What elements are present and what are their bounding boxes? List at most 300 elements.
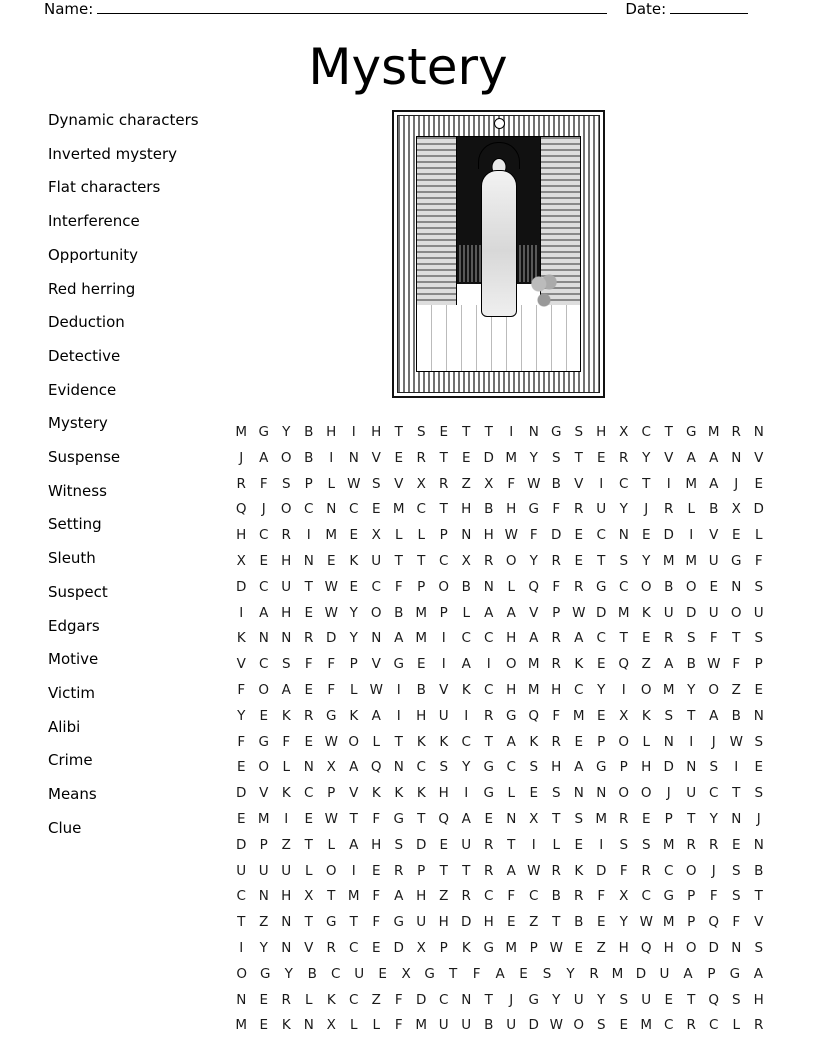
grid-cell[interactable]: T xyxy=(552,810,561,827)
grid-cell[interactable]: R xyxy=(709,836,719,853)
grid-cell[interactable]: E xyxy=(484,810,494,827)
grid-cell[interactable]: T xyxy=(439,449,448,466)
grid-cell[interactable]: I xyxy=(464,785,469,802)
grid-cell[interactable]: M xyxy=(527,656,540,673)
grid-cell[interactable]: L xyxy=(462,604,471,621)
grid-cell[interactable]: C xyxy=(349,991,359,1008)
grid-cell[interactable]: T xyxy=(642,475,651,492)
grid-cell[interactable]: K xyxy=(574,862,584,879)
grid-cell[interactable]: P xyxy=(439,939,448,956)
grid-cell[interactable]: B xyxy=(731,707,741,724)
grid-cell[interactable]: S xyxy=(619,836,629,853)
grid-cell[interactable]: C xyxy=(574,681,584,698)
grid-cell[interactable]: Y xyxy=(709,810,718,827)
grid-cell[interactable]: U xyxy=(641,991,652,1008)
grid-cell[interactable]: N xyxy=(348,449,359,466)
grid-cell[interactable]: E xyxy=(754,681,764,698)
grid-cell[interactable]: O xyxy=(325,862,337,879)
grid-cell[interactable]: A xyxy=(506,862,516,879)
grid-cell[interactable]: H xyxy=(416,888,427,905)
grid-cell[interactable]: H xyxy=(461,501,472,518)
grid-cell[interactable]: C xyxy=(709,1017,719,1034)
grid-cell[interactable]: R xyxy=(304,707,314,724)
grid-cell[interactable]: O xyxy=(505,552,517,569)
grid-cell[interactable]: K xyxy=(461,681,471,698)
grid-cell[interactable]: V xyxy=(664,449,674,466)
grid-cell[interactable]: O xyxy=(258,759,270,776)
grid-cell[interactable]: J xyxy=(261,501,266,518)
grid-cell[interactable]: L xyxy=(417,527,426,544)
grid-cell[interactable]: K xyxy=(349,707,359,724)
grid-cell[interactable]: M xyxy=(235,1017,248,1034)
grid-cell[interactable]: K xyxy=(394,785,404,802)
grid-cell[interactable]: R xyxy=(484,836,494,853)
grid-cell[interactable]: H xyxy=(506,630,517,647)
grid-cell[interactable]: U xyxy=(506,1017,517,1034)
grid-cell[interactable]: G xyxy=(528,501,539,518)
grid-cell[interactable]: F xyxy=(552,707,561,724)
grid-cell[interactable]: R xyxy=(686,836,696,853)
grid-cell[interactable]: G xyxy=(326,914,337,931)
grid-cell[interactable]: A xyxy=(394,630,404,647)
grid-cell[interactable]: E xyxy=(394,449,404,466)
grid-cell[interactable]: E xyxy=(574,733,584,750)
grid-cell[interactable]: Y xyxy=(597,991,606,1008)
grid-cell[interactable]: B xyxy=(551,888,561,905)
grid-cell[interactable]: R xyxy=(236,475,246,492)
grid-cell[interactable]: K xyxy=(416,785,426,802)
grid-cell[interactable]: R xyxy=(664,501,674,518)
grid-cell[interactable]: T xyxy=(304,836,313,853)
grid-cell[interactable]: C xyxy=(641,424,651,440)
grid-cell[interactable]: U xyxy=(281,578,292,595)
grid-cell[interactable]: O xyxy=(640,785,652,802)
grid-cell[interactable]: F xyxy=(237,733,246,750)
grid-cell[interactable]: E xyxy=(506,914,516,931)
grid-cell[interactable]: V xyxy=(709,527,719,544)
grid-cell[interactable]: Q xyxy=(528,707,540,724)
grid-cell[interactable]: Z xyxy=(596,939,606,956)
grid-cell[interactable]: T xyxy=(619,630,628,647)
grid-cell[interactable]: A xyxy=(686,449,696,466)
grid-cell[interactable]: Y xyxy=(529,552,538,569)
grid-cell[interactable]: J xyxy=(734,475,739,492)
grid-cell[interactable]: C xyxy=(461,733,471,750)
grid-cell[interactable]: N xyxy=(371,630,382,647)
grid-cell[interactable]: K xyxy=(371,785,381,802)
grid-cell[interactable]: E xyxy=(731,527,741,544)
grid-cell[interactable]: F xyxy=(709,630,718,647)
grid-cell[interactable]: B xyxy=(461,578,471,595)
grid-cell[interactable]: N xyxy=(731,578,742,595)
grid-cell[interactable]: W xyxy=(729,733,743,750)
grid-cell[interactable]: X xyxy=(461,552,471,569)
grid-cell[interactable]: F xyxy=(237,681,246,698)
grid-cell[interactable]: N xyxy=(573,785,584,802)
grid-cell[interactable]: P xyxy=(417,862,426,879)
grid-cell[interactable]: J xyxy=(666,785,671,802)
grid-cell[interactable]: C xyxy=(596,630,606,647)
grid-cell[interactable]: B xyxy=(574,914,584,931)
grid-cell[interactable]: S xyxy=(542,965,552,982)
grid-cell[interactable]: G xyxy=(326,707,337,724)
grid-cell[interactable]: P xyxy=(259,836,268,853)
grid-cell[interactable]: Z xyxy=(461,475,471,492)
grid-cell[interactable]: X xyxy=(236,552,246,569)
grid-cell[interactable]: R xyxy=(394,862,404,879)
grid-cell[interactable]: C xyxy=(259,527,269,544)
grid-cell[interactable]: K xyxy=(281,785,291,802)
grid-cell[interactable]: D xyxy=(686,604,697,621)
grid-cell[interactable]: O xyxy=(348,733,360,750)
grid-cell[interactable]: O xyxy=(505,656,517,673)
grid-cell[interactable]: L xyxy=(304,862,313,879)
grid-cell[interactable]: L xyxy=(687,501,696,518)
grid-cell[interactable]: H xyxy=(326,424,337,440)
grid-cell[interactable]: X xyxy=(529,810,539,827)
grid-cell[interactable]: O xyxy=(573,1017,585,1034)
grid-cell[interactable]: C xyxy=(461,630,471,647)
grid-cell[interactable]: I xyxy=(464,707,469,724)
grid-cell[interactable]: Y xyxy=(529,449,538,466)
grid-cell[interactable]: G xyxy=(483,785,494,802)
grid-cell[interactable]: Y xyxy=(552,991,561,1008)
grid-cell[interactable]: N xyxy=(663,733,674,750)
grid-cell[interactable]: R xyxy=(484,552,494,569)
grid-cell[interactable]: E xyxy=(259,991,269,1008)
grid-cell[interactable]: D xyxy=(416,836,427,853)
grid-cell[interactable]: N xyxy=(281,630,292,647)
grid-cell[interactable]: M xyxy=(611,965,624,982)
grid-cell[interactable]: N xyxy=(731,449,742,466)
grid-cell[interactable]: W xyxy=(324,810,338,827)
grid-cell[interactable]: H xyxy=(596,424,607,440)
grid-cell[interactable]: L xyxy=(754,527,763,544)
grid-cell[interactable]: Q xyxy=(235,501,247,518)
grid-cell[interactable]: S xyxy=(754,939,764,956)
grid-cell[interactable]: Y xyxy=(349,630,358,647)
grid-cell[interactable]: C xyxy=(236,888,246,905)
grid-cell[interactable]: A xyxy=(529,630,539,647)
grid-cell[interactable]: F xyxy=(327,656,336,673)
grid-cell[interactable]: J xyxy=(711,862,716,879)
grid-cell[interactable]: E xyxy=(461,449,471,466)
grid-cell[interactable]: Q xyxy=(438,810,450,827)
grid-cell[interactable]: D xyxy=(596,862,607,879)
grid-cell[interactable]: L xyxy=(349,1017,358,1034)
grid-cell[interactable]: V xyxy=(529,604,539,621)
grid-cell[interactable]: N xyxy=(753,424,764,440)
grid-cell[interactable]: C xyxy=(304,501,314,518)
grid-cell[interactable]: F xyxy=(552,501,561,518)
grid-cell[interactable]: T xyxy=(439,862,448,879)
grid-cell[interactable]: T xyxy=(597,552,606,569)
grid-cell[interactable]: N xyxy=(506,810,517,827)
grid-cell[interactable]: R xyxy=(574,888,584,905)
grid-cell[interactable]: H xyxy=(281,552,292,569)
grid-cell[interactable]: N xyxy=(753,707,764,724)
grid-cell[interactable]: D xyxy=(393,939,404,956)
grid-cell[interactable]: A xyxy=(371,707,381,724)
grid-cell[interactable]: W xyxy=(324,578,338,595)
grid-cell[interactable]: T xyxy=(687,810,696,827)
grid-cell[interactable]: A xyxy=(683,965,693,982)
grid-cell[interactable]: O xyxy=(708,681,720,698)
grid-cell[interactable]: B xyxy=(394,604,404,621)
grid-cell[interactable]: A xyxy=(281,681,291,698)
grid-cell[interactable]: C xyxy=(596,527,606,544)
grid-cell[interactable]: N xyxy=(258,630,269,647)
grid-cell[interactable]: A xyxy=(709,449,719,466)
grid-cell[interactable]: T xyxy=(417,810,426,827)
grid-cell[interactable]: I xyxy=(329,449,334,466)
grid-cell[interactable]: T xyxy=(304,578,313,595)
grid-cell[interactable]: A xyxy=(259,604,269,621)
grid-cell[interactable]: E xyxy=(619,1017,629,1034)
grid-cell[interactable]: H xyxy=(483,914,494,931)
grid-cell[interactable]: G xyxy=(258,733,269,750)
grid-cell[interactable]: G xyxy=(731,552,742,569)
grid-cell[interactable]: G xyxy=(393,810,404,827)
grid-cell[interactable]: E xyxy=(371,939,381,956)
grid-cell[interactable]: T xyxy=(394,552,403,569)
grid-cell[interactable]: E xyxy=(439,424,449,440)
grid-cell[interactable]: D xyxy=(663,527,674,544)
grid-cell[interactable]: Y xyxy=(642,552,651,569)
grid-cell[interactable]: U xyxy=(438,1017,449,1034)
grid-cell[interactable]: M xyxy=(595,810,608,827)
grid-cell[interactable]: M xyxy=(325,527,338,544)
grid-cell[interactable]: R xyxy=(574,578,584,595)
grid-cell[interactable]: C xyxy=(416,501,426,518)
grid-cell[interactable]: O xyxy=(685,939,697,956)
grid-cell[interactable]: E xyxy=(259,552,269,569)
grid-cell[interactable]: G xyxy=(729,965,741,982)
grid-cell[interactable]: E xyxy=(641,527,651,544)
grid-cell[interactable]: Q xyxy=(370,759,382,776)
grid-cell[interactable]: S xyxy=(281,475,291,492)
grid-cell[interactable]: S xyxy=(574,810,584,827)
grid-cell[interactable]: A xyxy=(394,888,404,905)
grid-cell[interactable]: D xyxy=(708,939,719,956)
grid-cell[interactable]: F xyxy=(507,475,516,492)
grid-cell[interactable]: T xyxy=(417,552,426,569)
grid-cell[interactable]: S xyxy=(551,785,561,802)
grid-cell[interactable]: W xyxy=(324,733,338,750)
grid-cell[interactable]: Y xyxy=(619,914,628,931)
grid-cell[interactable]: Z xyxy=(281,836,291,853)
grid-cell[interactable]: E xyxy=(304,681,314,698)
grid-cell[interactable]: Z xyxy=(641,656,651,673)
grid-cell[interactable]: E xyxy=(326,552,336,569)
grid-cell[interactable]: I xyxy=(441,630,446,647)
grid-cell[interactable]: T xyxy=(448,965,458,982)
grid-cell[interactable]: R xyxy=(484,707,494,724)
grid-cell[interactable]: G xyxy=(596,578,607,595)
grid-cell[interactable]: F xyxy=(372,914,381,931)
grid-cell[interactable]: E xyxy=(236,759,246,776)
grid-cell[interactable]: B xyxy=(664,578,674,595)
grid-cell[interactable]: T xyxy=(484,733,493,750)
grid-cell[interactable]: O xyxy=(280,501,292,518)
grid-cell[interactable]: M xyxy=(505,449,518,466)
grid-cell[interactable]: V xyxy=(754,914,764,931)
grid-cell[interactable]: X xyxy=(484,475,494,492)
grid-cell[interactable]: E xyxy=(754,759,764,776)
grid-cell[interactable]: W xyxy=(707,656,721,673)
grid-cell[interactable]: U xyxy=(753,604,764,621)
grid-cell[interactable]: Z xyxy=(259,914,269,931)
grid-cell[interactable]: S xyxy=(529,759,539,776)
grid-cell[interactable]: F xyxy=(597,888,606,905)
grid-cell[interactable]: F xyxy=(394,991,403,1008)
grid-cell[interactable]: L xyxy=(282,759,291,776)
grid-cell[interactable]: F xyxy=(529,527,538,544)
grid-cell[interactable]: Y xyxy=(284,965,293,982)
grid-cell[interactable]: T xyxy=(732,785,741,802)
grid-cell[interactable]: I xyxy=(351,862,356,879)
grid-cell[interactable]: W xyxy=(639,914,653,931)
grid-cell[interactable]: N xyxy=(303,552,314,569)
grid-cell[interactable]: C xyxy=(371,578,381,595)
grid-cell[interactable]: C xyxy=(664,862,674,879)
grid-cell[interactable]: E xyxy=(574,527,584,544)
grid-cell[interactable]: W xyxy=(572,604,586,621)
grid-cell[interactable]: N xyxy=(281,914,292,931)
grid-cell[interactable]: N xyxy=(461,991,472,1008)
grid-cell[interactable]: T xyxy=(574,449,583,466)
grid-cell[interactable]: P xyxy=(439,527,448,544)
grid-cell[interactable]: R xyxy=(731,424,741,440)
grid-cell[interactable]: R xyxy=(589,965,599,982)
grid-cell[interactable]: F xyxy=(552,578,561,595)
grid-cell[interactable]: I xyxy=(599,475,604,492)
grid-cell[interactable]: H xyxy=(551,681,562,698)
grid-cell[interactable]: T xyxy=(462,862,471,879)
grid-cell[interactable]: O xyxy=(618,785,630,802)
grid-cell[interactable]: A xyxy=(753,965,764,982)
grid-cell[interactable]: E xyxy=(596,914,606,931)
grid-cell[interactable]: Y xyxy=(687,681,696,698)
grid-cell[interactable]: S xyxy=(754,630,764,647)
grid-cell[interactable]: X xyxy=(416,475,426,492)
grid-cell[interactable]: A xyxy=(574,759,584,776)
grid-cell[interactable]: V xyxy=(236,656,246,673)
grid-cell[interactable]: R xyxy=(416,449,426,466)
grid-cell[interactable]: P xyxy=(529,939,538,956)
grid-cell[interactable]: T xyxy=(394,424,403,440)
grid-cell[interactable]: C xyxy=(529,888,539,905)
grid-cell[interactable]: K xyxy=(281,1017,291,1034)
grid-cell[interactable]: H xyxy=(438,914,449,931)
grid-cell[interactable]: S xyxy=(619,991,629,1008)
grid-cell[interactable]: Y xyxy=(259,939,268,956)
grid-cell[interactable]: A xyxy=(484,604,494,621)
grid-cell[interactable]: N xyxy=(258,888,269,905)
grid-cell[interactable]: D xyxy=(753,501,764,518)
grid-cell[interactable]: Q xyxy=(618,656,630,673)
grid-cell[interactable]: V xyxy=(439,681,449,698)
grid-cell[interactable]: M xyxy=(662,914,675,931)
grid-cell[interactable]: U xyxy=(708,604,719,621)
grid-cell[interactable]: P xyxy=(687,914,696,931)
grid-cell[interactable]: U xyxy=(708,552,719,569)
grid-cell[interactable]: G xyxy=(686,424,697,440)
grid-cell[interactable]: H xyxy=(438,785,449,802)
grid-cell[interactable]: F xyxy=(372,810,381,827)
grid-cell[interactable]: V xyxy=(371,449,381,466)
grid-cell[interactable]: S xyxy=(686,630,696,647)
grid-cell[interactable]: L xyxy=(304,991,313,1008)
grid-cell[interactable]: P xyxy=(349,656,358,673)
grid-cell[interactable]: U xyxy=(281,862,292,879)
grid-cell[interactable]: Y xyxy=(619,501,628,518)
grid-cell[interactable]: Z xyxy=(731,681,741,698)
grid-cell[interactable]: S xyxy=(394,836,404,853)
grid-cell[interactable]: F xyxy=(259,475,268,492)
grid-cell[interactable]: O xyxy=(258,681,270,698)
grid-cell[interactable]: S xyxy=(664,707,674,724)
grid-cell[interactable]: E xyxy=(709,578,719,595)
grid-cell[interactable]: M xyxy=(617,604,630,621)
grid-cell[interactable]: U xyxy=(461,836,472,853)
grid-cell[interactable]: M xyxy=(347,888,360,905)
grid-cell[interactable]: G xyxy=(483,759,494,776)
grid-cell[interactable]: P xyxy=(707,965,716,982)
grid-cell[interactable]: Z xyxy=(439,888,449,905)
grid-cell[interactable]: U xyxy=(573,991,584,1008)
grid-cell[interactable]: V xyxy=(259,785,269,802)
grid-cell[interactable]: E xyxy=(574,836,584,853)
grid-cell[interactable]: F xyxy=(732,656,741,673)
grid-cell[interactable]: S xyxy=(709,759,719,776)
grid-cell[interactable]: F xyxy=(394,578,403,595)
grid-cell[interactable]: S xyxy=(731,991,741,1008)
grid-cell[interactable]: I xyxy=(486,656,491,673)
grid-cell[interactable]: M xyxy=(505,939,518,956)
grid-cell[interactable]: T xyxy=(664,424,673,440)
grid-cell[interactable]: U xyxy=(236,862,247,879)
date-write-line[interactable] xyxy=(670,1,748,14)
grid-cell[interactable]: K xyxy=(236,630,246,647)
grid-cell[interactable]: D xyxy=(635,965,647,982)
grid-cell[interactable]: J xyxy=(239,449,244,466)
grid-cell[interactable]: A xyxy=(574,630,584,647)
grid-cell[interactable]: X xyxy=(619,424,629,440)
grid-cell[interactable]: O xyxy=(685,578,697,595)
grid-cell[interactable]: A xyxy=(709,475,719,492)
grid-cell[interactable]: Q xyxy=(528,578,540,595)
grid-cell[interactable]: E xyxy=(371,862,381,879)
grid-cell[interactable]: K xyxy=(641,707,651,724)
grid-cell[interactable]: T xyxy=(349,810,358,827)
grid-cell[interactable]: K xyxy=(281,707,291,724)
grid-cell[interactable]: Z xyxy=(529,914,539,931)
grid-cell[interactable]: F xyxy=(709,888,718,905)
grid-cell[interactable]: V xyxy=(371,656,381,673)
grid-cell[interactable]: P xyxy=(754,656,763,673)
grid-cell[interactable]: P xyxy=(664,810,673,827)
grid-cell[interactable]: Y xyxy=(597,681,606,698)
grid-cell[interactable]: E xyxy=(304,604,314,621)
grid-cell[interactable]: W xyxy=(369,681,383,698)
grid-cell[interactable]: U xyxy=(258,862,269,879)
grid-cell[interactable]: T xyxy=(439,501,448,518)
grid-cell[interactable]: R xyxy=(281,527,291,544)
grid-cell[interactable]: A xyxy=(461,810,471,827)
grid-cell[interactable]: Y xyxy=(237,707,246,724)
grid-cell[interactable]: E xyxy=(596,656,606,673)
